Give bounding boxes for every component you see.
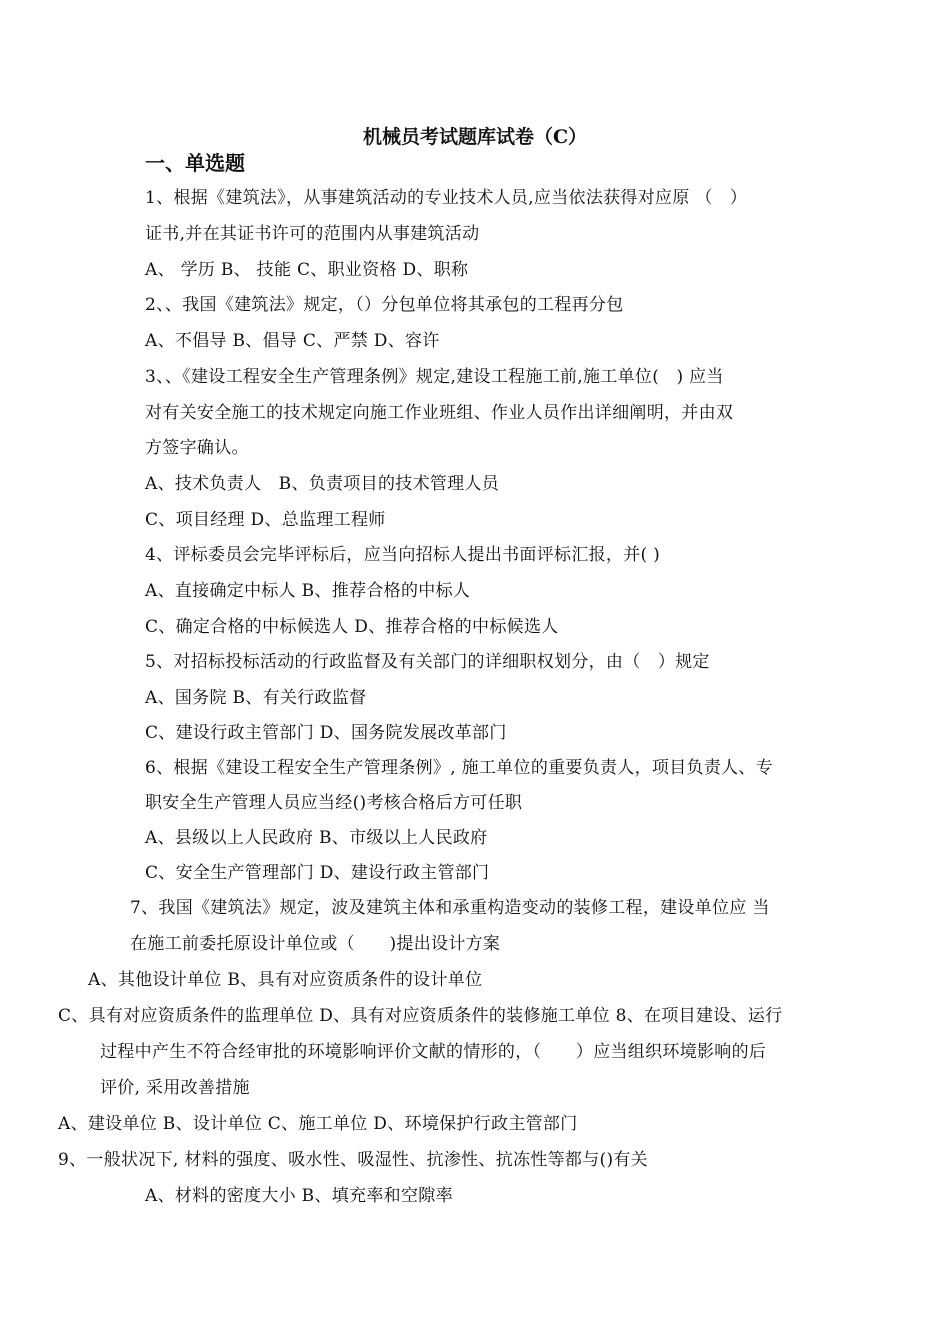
q2-options: A、不倡导 B、倡导 C、严禁 D、容许	[145, 331, 440, 351]
q4-options-2: C、确定合格的中标候选人 D、推荐合格的中标候选人	[145, 617, 559, 637]
q7-options-2: C、具有对应资质条件的监理单位 D、具有对应资质条件的装修施工单位 8、在项目建设、运行	[58, 1006, 783, 1026]
q8-options: A、建设单位 B、设计单位 C、施工单位 D、环境保护行政主管部门	[58, 1114, 578, 1134]
q3-line-1: 3、、《建设工程安全生产管理条例》规定,建设工程施工前,施工单位( ) 应当	[145, 367, 724, 387]
q8-line-2: 过程中产生不符合经审批的环境影响评价文献的情形的，（ ）应当组织环境影响的后	[100, 1042, 767, 1062]
q6-line-2: 职安全生产管理人员应当经()考核合格后方可任职	[145, 793, 523, 813]
q7-options-1: A、其他设计单位 B、具有对应资质条件的设计单位	[88, 970, 483, 990]
q3-options-1: A、技术负责人 B、负责项目的技术管理人员	[145, 474, 500, 494]
q2-line-1: 2、、我国《建筑法》规定，（）分包单位将其承包的工程再分包	[145, 295, 624, 315]
section-heading: 一、单选题	[145, 151, 245, 175]
q1-line-1: 1、根据《建筑法》，从事建筑活动的专业技术人员,应当依法获得对应原 （ ）	[145, 188, 748, 208]
q5-line-1: 5、对招标投标活动的行政监督及有关部门的详细职权划分，由（ ）规定	[145, 652, 710, 672]
q1-line-2: 证书,并在其证书许可的范围内从事建筑活动	[145, 224, 480, 244]
q9-line-1: 9、一般状况下, 材料的强度、吸水性、吸湿性、抗渗性、抗冻性等都与()有关	[58, 1150, 648, 1170]
q7-line-1: 7、我国《建筑法》规定，波及建筑主体和承重构造变动的装修工程，建设单位应 当	[130, 898, 770, 918]
q3-line-2: 对有关安全施工的技术规定向施工作业班组、作业人员作出详细阐明，并由双	[145, 403, 734, 423]
q7-line-2: 在施工前委托原设计单位或（ )提出设计方案	[130, 934, 501, 954]
q4-options-1: A、直接确定中标人 B、推荐合格的中标人	[145, 581, 471, 601]
q3-options-2: C、项目经理 D、总监理工程师	[145, 510, 386, 530]
q8-line-3: 评价, 采用改善措施	[100, 1078, 250, 1098]
q5-options-1: A、国务院 B、有关行政监督	[145, 688, 367, 708]
q5-options-2: C、建设行政主管部门 D、国务院发展改革部门	[145, 723, 507, 743]
page-title: 机械员考试题库试卷（C）	[362, 126, 588, 148]
q6-options-1: A、县级以上人民政府 B、市级以上人民政府	[145, 828, 488, 848]
q4-line-1: 4、评标委员会完毕评标后，应当向招标人提出书面评标汇报，并( )	[145, 545, 661, 565]
q6-line-1: 6、根据《建设工程安全生产管理条例》, 施工单位的重要负责人，项目负责人、专	[145, 758, 774, 778]
q9-options-1: A、材料的密度大小 B、填充率和空隙率	[145, 1186, 453, 1206]
q6-options-2: C、安全生产管理部门 D、建设行政主管部门	[145, 863, 490, 883]
q3-line-3: 方签字确认。	[145, 438, 249, 458]
q1-options: A、 学历 B、 技能 C、职业资格 D、职称	[145, 260, 469, 280]
